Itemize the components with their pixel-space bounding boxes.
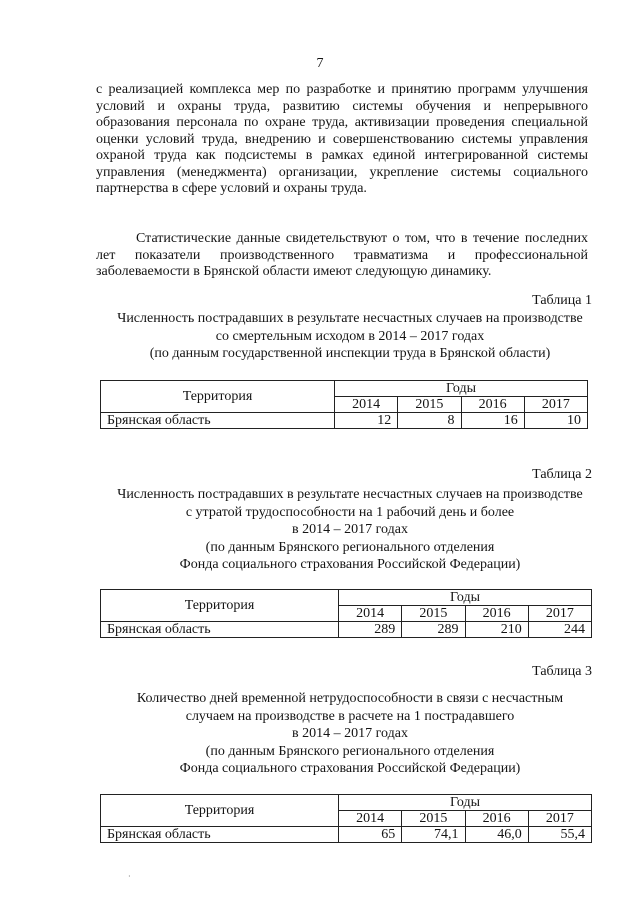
table-2-year: 2016	[465, 606, 528, 622]
table-1-title-line: со смертельным исходом в 2014 – 2017 годах	[215, 328, 485, 344]
table-3-year: 2016	[465, 811, 528, 827]
table-1-title-line: (по данным государственной инспекции труда в Брянской области)	[149, 346, 551, 361]
table-2-year: 2015	[402, 606, 465, 622]
table-1-title-line: Численность пострадавших в результате несчастных случаев на производстве	[117, 311, 583, 326]
table-2-title-line: Численность пострадавших в результате несчастных случаев на производстве	[117, 487, 583, 502]
table-2-title-line: Фонда социального страхования Российской Федерации)	[179, 557, 521, 572]
table-2-title	[80, 486, 620, 574]
table-3	[100, 794, 592, 843]
table-1-value: 10	[524, 413, 587, 429]
table-1	[100, 380, 588, 429]
table-2-year: 2017	[528, 606, 591, 622]
table-2-label: Таблица 2	[532, 467, 592, 482]
table-2-value: 289	[339, 622, 402, 638]
table-1-year: 2017	[524, 397, 587, 413]
table-1-title	[80, 310, 620, 363]
table-3-year: 2014	[339, 811, 402, 827]
table-1-row-label: Брянская область	[101, 413, 335, 429]
table-3-title-line: (по данным Брянского регионального отделения	[205, 743, 495, 759]
table-2-title-line: (по данным Брянского регионального отделения	[205, 539, 495, 555]
table-3-title-line: Фонда социального страхования Российской Федерации)	[179, 761, 521, 776]
table-1-value: 8	[398, 413, 461, 429]
table-1-year: 2014	[335, 397, 398, 413]
table-1-label: Таблица 1	[532, 293, 592, 308]
table-3-row-label: Брянская область	[101, 827, 339, 843]
table-2-row-label: Брянская область	[101, 622, 339, 638]
table-2-title-line: с утратой трудоспособности на 1 рабочий день и более	[185, 504, 515, 520]
table-3-value: 46,0	[465, 827, 528, 843]
table-1-value: 12	[335, 413, 398, 429]
paragraph-statistics: Статистические данные свидетельствуют о том, что в течение последних лет показатели производственного травматизма и профессиональной заболеваемости в Брянской области имеют следующую динамику.	[96, 231, 588, 279]
table-3-title-line: в 2014 – 2017 годах	[292, 726, 408, 741]
table-1-year: 2015	[398, 397, 461, 413]
table-2-value: 210	[465, 622, 528, 638]
table-3-year: 2017	[528, 811, 591, 827]
table-2	[100, 589, 592, 638]
table-1-header-territory: Территория	[101, 381, 335, 413]
table-2-value: 289	[402, 622, 465, 638]
table-3-value: 65	[339, 827, 402, 843]
table-2-header-years: Годы	[339, 590, 592, 606]
table-3-header-territory: Территория	[101, 795, 339, 827]
table-2-value: 244	[528, 622, 591, 638]
table-2-title-line: в 2014 – 2017 годах	[292, 522, 408, 537]
table-2-header-territory: Территория	[101, 590, 339, 622]
table-3-header-years: Годы	[339, 795, 592, 811]
table-1-year: 2016	[461, 397, 524, 413]
table-3-value: 55,4	[528, 827, 591, 843]
table-3-title-line: Количество дней временной нетрудоспособности в связи с несчастным	[136, 691, 564, 706]
table-2-year: 2014	[339, 606, 402, 622]
table-3-year: 2015	[402, 811, 465, 827]
table-3-title	[80, 690, 620, 778]
paragraph-measures: с реализацией комплекса мер по разработке и принятию программ улучшения условий и охраны труда, развитию системы обучения и непрерывного образования персонала по охране труда, активизации проведения специальной оценки условий труда, внедрению и совершенствованию системы управления охраной труда как подсистемы в рамках единой интегрированной системы управления (менеджмента) организации, укрепление системы социального партнерства в сфере условий и охраны труда.	[96, 82, 588, 196]
table-3-label: Таблица 3	[532, 664, 592, 679]
scan-speck: ·	[128, 872, 131, 881]
table-3-value: 74,1	[402, 827, 465, 843]
page-number: 7	[316, 56, 324, 71]
table-1-header-years: Годы	[335, 381, 588, 397]
table-1-value: 16	[461, 413, 524, 429]
table-3-title-line: случаем на производстве в расчете на 1 пострадавшего	[185, 708, 515, 724]
